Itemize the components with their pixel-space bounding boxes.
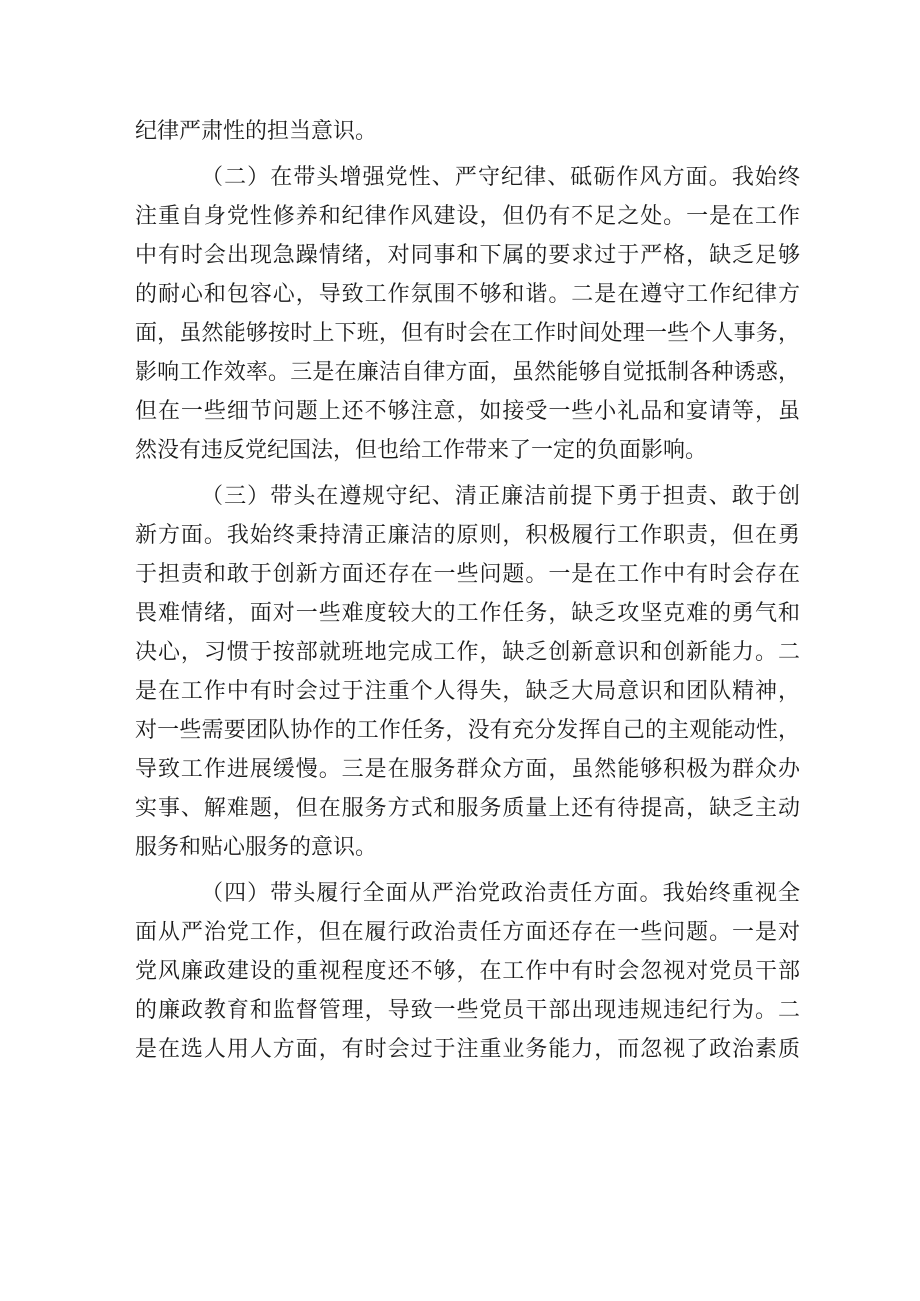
text-line: 的廉政教育和监督管理，导致一些党员干部出现违规违纪行为。二 <box>135 998 800 1023</box>
text-line: 然没有违反党纪国法，但也给工作带来了一定的负面影响。 <box>135 438 708 463</box>
text-line: 面从严治党工作，但在履行政治责任方面还存在一些问题。一是对 <box>135 920 800 945</box>
text-line: 决心，习惯于按部就班地完成工作，缺乏创新意识和创新能力。二 <box>135 640 800 665</box>
paragraph-section-2 <box>135 158 800 470</box>
text-line: 对一些需要团队协作的工作任务，没有充分发挥自己的主观能动性， <box>135 718 800 743</box>
text-line: 纪律严肃性的担当意识。 <box>135 119 378 144</box>
paragraph-continuation <box>135 112 800 151</box>
text-line: 注重自身党性修养和纪律作风建设，但仍有不足之处。一是在工作 <box>135 204 800 229</box>
text-line: 但在一些细节问题上还不够注意，如接受一些小礼品和宴请等，虽 <box>135 399 800 424</box>
text-line: 中有时会出现急躁情绪，对同事和下属的要求过于严格，缺乏足够 <box>135 243 800 268</box>
text-line: 实事、解难题，但在服务方式和服务质量上还有待提高，缺乏主动 <box>135 796 800 821</box>
text-line: 导致工作进展缓慢。三是在服务群众方面，虽然能够积极为群众办 <box>135 757 800 782</box>
text-line: 是在工作中有时会过于注重个人得失，缺乏大局意识和团队精神， <box>135 679 800 704</box>
paragraph-section-3 <box>135 477 800 867</box>
text-line: （三）带头在遵规守纪、清正廉洁前提下勇于担责、敢于创 <box>201 484 800 509</box>
text-line: 面，虽然能够按时上下班，但有时会在工作时间处理一些个人事务， <box>135 321 800 346</box>
text-line: 的耐心和包容心，导致工作氛围不够和谐。二是在遵守工作纪律方 <box>135 282 800 307</box>
document-body <box>135 112 800 1069</box>
paragraph-section-4 <box>135 874 800 1069</box>
text-line: 是在选人用人方面，有时会过于注重业务能力，而忽视了政治素质 <box>135 1037 800 1062</box>
text-line: 畏难情绪，面对一些难度较大的工作任务，缺乏攻坚克难的勇气和 <box>135 601 800 626</box>
text-line: （四）带头履行全面从严治党政治责任方面。我始终重视全 <box>201 881 800 906</box>
text-line: 服务和贴心服务的意识。 <box>135 835 378 860</box>
text-line: 于担责和敢于创新方面还存在一些问题。一是在工作中有时会存在 <box>135 562 800 587</box>
text-line: 党风廉政建设的重视程度还不够，在工作中有时会忽视对党员干部 <box>135 959 800 984</box>
text-line: 影响工作效率。三是在廉洁自律方面，虽然能够自觉抵制各种诱惑， <box>135 360 800 385</box>
text-line: （二）在带头增强党性、严守纪律、砥砺作风方面。我始终 <box>201 165 800 190</box>
text-line: 新方面。我始终秉持清正廉洁的原则，积极履行工作职责，但在勇 <box>135 523 800 548</box>
